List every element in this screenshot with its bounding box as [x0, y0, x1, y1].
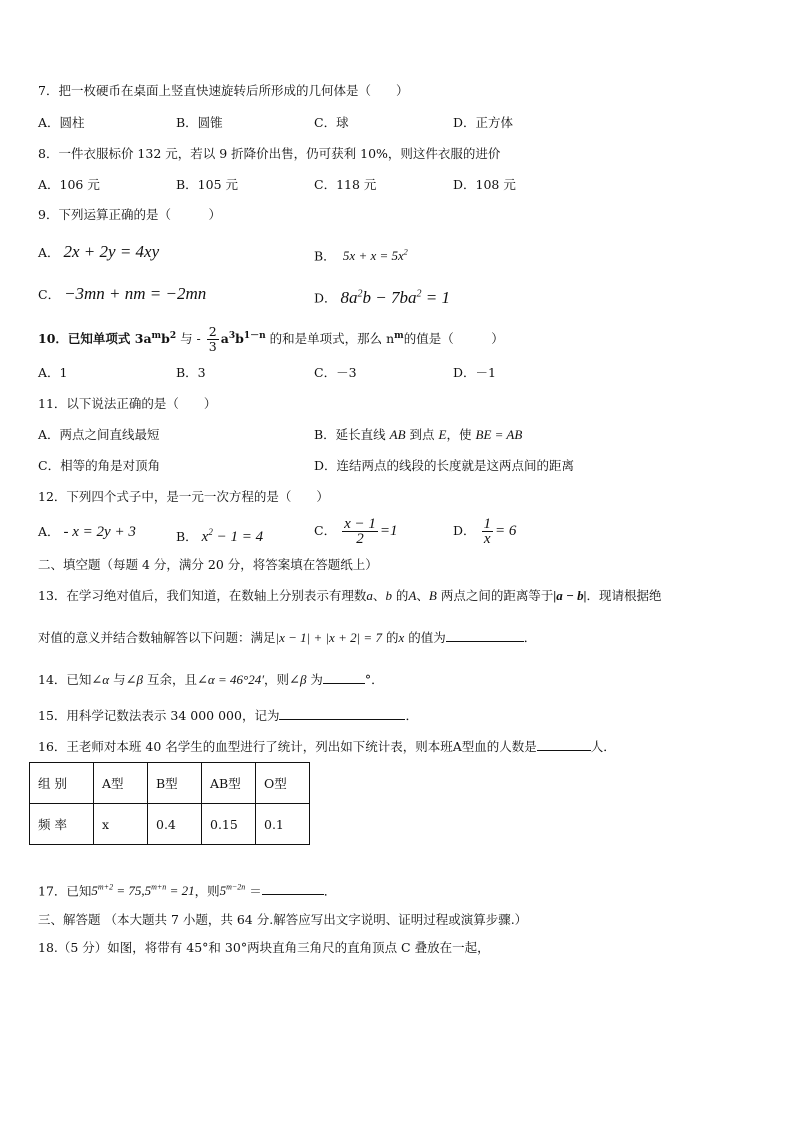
- option-label: C．: [38, 287, 61, 302]
- q9-b-expr: $5x + x = 5x^2$: [339, 248, 408, 264]
- q9-option-d: [314, 286, 450, 307]
- q13-line2: 对值的意义并结合数轴解答以下问题：满足|x − 1| + |x + 2| = 7 的x 的值为 ．: [38, 630, 537, 645]
- q11-option-d: D．连结两点的线段的长度就是这两点间的距离: [314, 458, 575, 473]
- q9-option-c: [38, 286, 206, 303]
- q14-text: ，则: [264, 672, 290, 687]
- q10-stem-part: 的值是（ ）: [403, 331, 504, 347]
- table-cell: A型: [94, 763, 148, 804]
- table-cell: x: [94, 804, 148, 845]
- q12-c-fraction: $\frac{x - 1}{2}$: [344, 516, 376, 547]
- q17-text: ，则: [194, 883, 220, 899]
- q13-text: 、: [372, 588, 386, 603]
- option-label: D．: [314, 290, 337, 306]
- q10-option-d: D．－1: [453, 365, 496, 380]
- q7-option-a: A．圆柱: [38, 115, 85, 130]
- q10-stem-part: 与 -: [180, 331, 201, 347]
- q13-text: 对值的意义并结合数轴解答以下问题：满足: [38, 630, 276, 645]
- q16-text: 16．王老师对本班 40 名学生的血型进行了统计，列出如下统计表，则本班A型血的人数是: [38, 739, 537, 754]
- table-cell: O型: [256, 763, 310, 804]
- q15-text: ．: [405, 708, 418, 723]
- answer-blank[interactable]: [323, 671, 365, 684]
- q16-text: 人．: [590, 739, 616, 754]
- option-label: A．: [38, 245, 60, 260]
- q9-stem: 9．下列运算正确的是（ ）: [38, 207, 221, 222]
- option-label: D．: [453, 523, 476, 538]
- q13-text: ．现请根据绝: [586, 588, 662, 603]
- q11-b-part: B．延长直线: [314, 427, 386, 442]
- section-2-heading: 二、填空题（每题 4 分，满分 20 分，将答案填在答题纸上）: [38, 557, 378, 572]
- q13-text: 的: [385, 630, 399, 645]
- q10-stem-part: 10．已知单项式 3a: [38, 331, 152, 347]
- q12-option-c: C． $\frac{x - 1}{2}$ =1: [314, 516, 398, 547]
- table-cell: B型: [148, 763, 202, 804]
- q7-option-b: B．圆锥: [176, 115, 223, 130]
- q7-stem: 7．把一枚硬币在桌面上竖直快速旋转后所形成的几何体是（ ）: [38, 83, 409, 98]
- q13-text: 、: [416, 588, 429, 603]
- q11-b-part: ，使: [446, 427, 472, 442]
- q14-text: 为: [310, 672, 323, 687]
- table-cell: 0.1: [256, 804, 310, 845]
- q13-text: ．: [523, 630, 537, 645]
- q8-option-a: A．106 元: [38, 177, 100, 192]
- answer-blank[interactable]: [537, 738, 591, 751]
- q11-stem: 11．以下说法正确的是（ ）: [38, 396, 217, 411]
- q12-option-a: A． - x = 2y + 3: [38, 524, 136, 540]
- blood-type-table: [29, 762, 310, 845]
- option-label: C．: [314, 523, 337, 538]
- q8-option-b: B．105 元: [176, 177, 239, 192]
- q17-text: ＝: [249, 883, 262, 899]
- q16-stem: [38, 738, 616, 755]
- q9-option-b: [314, 245, 408, 264]
- q12-option-b: B． $x^2 - 1 = 4$: [176, 527, 264, 545]
- q10-option-b: B．3: [176, 365, 206, 380]
- table-cell: 0.4: [148, 804, 202, 845]
- q12-stem: 12．下列四个式子中，是一元一次方程的是（ ）: [38, 489, 329, 504]
- q15-stem: [38, 707, 418, 724]
- q17-text: ．: [323, 883, 337, 899]
- q15-text: 15．用科学记数法表示 34 000 000，记为: [38, 708, 280, 723]
- q10-option-c: C．－3: [314, 365, 357, 380]
- table-cell: 0.15: [202, 804, 256, 845]
- table-row: [30, 763, 310, 804]
- table-cell: 频 率: [30, 804, 94, 845]
- answer-blank[interactable]: [262, 882, 324, 895]
- q9-option-a: [38, 244, 159, 261]
- q14-text: °．: [364, 672, 384, 687]
- option-label: A．: [38, 524, 60, 539]
- q14-text: 14．已知: [38, 672, 92, 687]
- q12-d-fraction: $\frac{1}{x}$: [483, 516, 492, 547]
- q12-option-d: D． $\frac{1}{x}$ = 6: [453, 516, 517, 547]
- q17-text: 17．已知: [38, 883, 92, 899]
- q14-text: 互余，且: [146, 672, 197, 687]
- q10-stem: 10．已知单项式 $3a^mb^2$ 与 - $\frac{2}{3}$ $a^3b^{1-n}$ 的和是单项式，那么 $n^m$的值是（ ）: [38, 324, 504, 355]
- q10-fraction: $\frac{2}{3}$: [208, 324, 217, 355]
- q14-text: 与: [113, 672, 126, 687]
- q8-stem: 8．一件衣服标价 132 元，若以 9 折降价出售，仍可获利 10%，则这件衣服的进价: [38, 146, 501, 161]
- q13-text: 两点之间的距离等于: [440, 588, 554, 603]
- section-3-heading: 三、解答题 （本大题共 7 小题，共 64 分.解答应写出文字说明、证明过程或演算步骤.）: [38, 912, 528, 927]
- table-cell: AB型: [202, 763, 256, 804]
- q11-option-a: A．两点之间直线最短: [38, 427, 160, 442]
- option-label: B．: [176, 529, 198, 544]
- answer-blank[interactable]: [279, 707, 405, 720]
- q11-b-part: 到点: [409, 427, 435, 442]
- q11-option-b: B．延长直线 AB 到点 E，使 BE = AB: [314, 427, 523, 442]
- q14-stem: 14．已知∠α 与∠β 互余，且∠α = 46°24′，则∠β 为 °．: [38, 672, 384, 687]
- q11-option-c: C．相等的角是对顶角: [38, 458, 161, 473]
- q17-stem: 17．已知$5^{m+2} = 75,5^{m+n} = 21$，则$5^{m-2n}$ ＝ ．: [38, 883, 337, 899]
- q7-option-c: C．球: [314, 115, 349, 130]
- q9-c-expr: −3mn + nm = −2mn: [64, 284, 207, 303]
- option-label: B．: [314, 248, 336, 264]
- q8-option-c: C．118 元: [314, 177, 377, 192]
- table-cell: 组 别: [30, 763, 94, 804]
- q7-option-d: D．正方体: [453, 115, 514, 130]
- q13-text: 13．在学习绝对值后，我们知道，在数轴上分别表示有理数: [38, 588, 367, 603]
- q10-stem-part: 的和是单项式，那么 n: [269, 331, 395, 347]
- q13-text: 的值为: [408, 630, 446, 645]
- q9-d-expr: $8a^2b - 7ba^2 = 1$: [340, 287, 450, 307]
- table-row: [30, 804, 310, 845]
- q9-a-expr: 2x + 2y = 4xy: [63, 242, 160, 261]
- q18-stem: 18.（5 分）如图，将带有 45°和 30°两块直角三角尺的直角顶点 C 叠放在一起，: [38, 940, 490, 955]
- q13-text: 的: [395, 588, 409, 603]
- q10-option-a: A．1: [38, 365, 68, 380]
- q8-option-d: D．108 元: [453, 177, 516, 192]
- answer-blank[interactable]: [446, 629, 524, 642]
- q13-line1: 13．在学习绝对值后，我们知道，在数轴上分别表示有理数a、b 的A、B 两点之间的距离等于|a − b|．现请根据绝: [38, 588, 662, 603]
